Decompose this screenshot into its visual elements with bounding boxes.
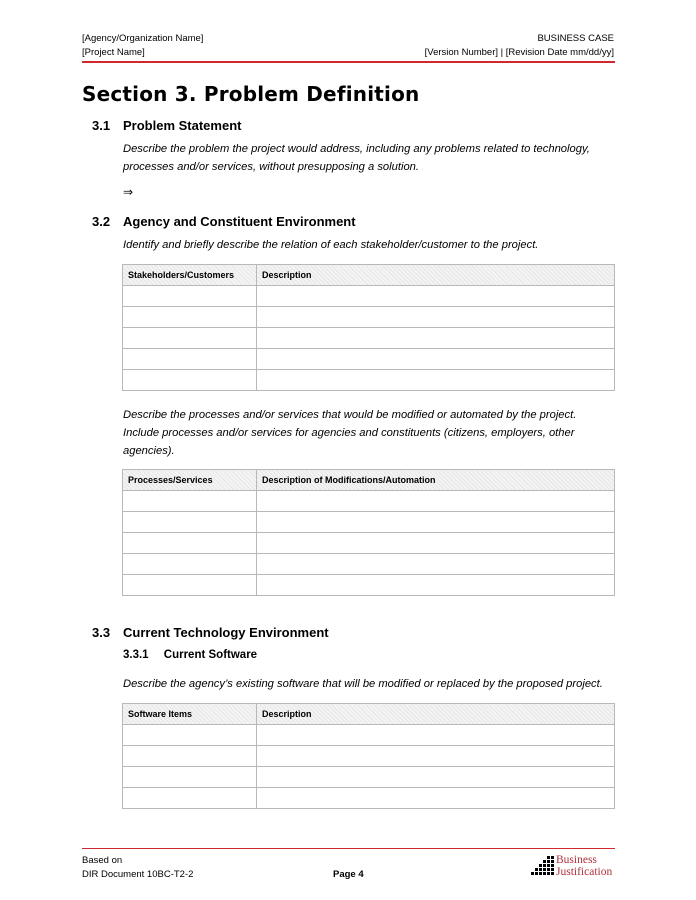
heading-number: 3.3 <box>92 625 111 640</box>
table-cell[interactable] <box>123 767 257 788</box>
column-header: Software Items <box>123 704 257 725</box>
page-title: Section 3. Problem Definition <box>82 82 420 106</box>
header-doc-type: BUSINESS CASE <box>537 33 614 44</box>
table-cell[interactable] <box>257 746 615 767</box>
table-row <box>123 575 615 596</box>
table-row <box>123 328 615 349</box>
heading-number: 3.2 <box>92 214 111 229</box>
table-cell[interactable] <box>257 286 615 307</box>
table-cell[interactable] <box>257 491 615 512</box>
header-org: [Agency/Organization Name] <box>82 33 204 44</box>
table-cell[interactable] <box>123 328 257 349</box>
processes-table <box>122 469 615 596</box>
footer-rule <box>82 848 615 849</box>
table-row <box>123 491 615 512</box>
table-row <box>123 725 615 746</box>
table-row <box>123 767 615 788</box>
heading-3-3-1 <box>123 649 257 661</box>
table-cell[interactable] <box>257 349 615 370</box>
table-header-row <box>123 265 615 286</box>
table-cell[interactable] <box>257 575 615 596</box>
table-cell[interactable] <box>123 349 257 370</box>
table-cell[interactable] <box>123 512 257 533</box>
table-cell[interactable] <box>257 533 615 554</box>
stakeholder-instructions: Identify and briefly describe the relation of each stakeholder/customer to the project. <box>123 239 539 251</box>
table-row <box>123 286 615 307</box>
table-cell[interactable] <box>123 788 257 809</box>
problem-statement-instructions: Describe the problem the project would address, including any problems related to technology, processes and/or services, without presupposing a solution. <box>123 143 590 173</box>
heading-text: Current Software <box>163 649 258 661</box>
table-cell[interactable] <box>257 370 615 391</box>
business-justification-logo <box>529 854 619 880</box>
table-row <box>123 533 615 554</box>
heading-number: 3.1 <box>92 118 111 133</box>
header-project: [Project Name] <box>82 47 145 58</box>
table-header-row <box>123 704 615 725</box>
table-cell[interactable] <box>257 725 615 746</box>
header-version: [Version Number] | [Revision Date mm/dd/yy] <box>424 47 614 58</box>
column-header: Description <box>257 704 615 725</box>
table-cell[interactable] <box>123 575 257 596</box>
bar-blocks-icon <box>529 856 555 882</box>
table-cell[interactable] <box>123 370 257 391</box>
column-header: Description <box>257 265 615 286</box>
table-cell[interactable] <box>123 725 257 746</box>
table-cell[interactable] <box>123 286 257 307</box>
table-row <box>123 370 615 391</box>
heading-text: Problem Statement <box>123 118 242 133</box>
table-cell[interactable] <box>257 307 615 328</box>
software-instructions: Describe the agency’s existing software that will be modified or replaced by the proposed project. <box>123 678 603 690</box>
table-row <box>123 788 615 809</box>
table-cell[interactable] <box>123 533 257 554</box>
column-header: Stakeholders/Customers <box>123 265 257 286</box>
column-header: Processes/Services <box>123 470 257 491</box>
logo-line-2: Justification <box>556 866 613 878</box>
heading-text: Agency and Constituent Environment <box>123 214 356 229</box>
table-cell[interactable] <box>257 512 615 533</box>
header-rule <box>82 61 615 63</box>
table-row <box>123 349 615 370</box>
table-cell[interactable] <box>257 328 615 349</box>
table-cell[interactable] <box>257 767 615 788</box>
table-header-row <box>123 470 615 491</box>
table-row <box>123 554 615 575</box>
stakeholders-table <box>122 264 615 391</box>
heading-number: 3.3.1 <box>123 649 149 661</box>
table-cell[interactable] <box>257 554 615 575</box>
table-cell[interactable] <box>123 554 257 575</box>
page-number: Page 4 <box>333 869 364 880</box>
footer-based-on: Based on <box>82 855 123 866</box>
table-row <box>123 307 615 328</box>
table-cell[interactable] <box>123 746 257 767</box>
table-cell[interactable] <box>123 307 257 328</box>
table-cell[interactable] <box>123 491 257 512</box>
heading-text: Current Technology Environment <box>123 625 329 640</box>
software-table <box>122 703 615 809</box>
logo-text <box>556 854 612 878</box>
column-header: Description of Modifications/Automation <box>257 470 615 491</box>
table-row <box>123 746 615 767</box>
processes-instructions: Describe the processes and/or services that would be modified or automated by the project. Include processes and/or services for agencies and constituents (citizens, employers, other agencies). <box>123 409 577 457</box>
table-row <box>123 512 615 533</box>
footer-doc-id: DIR Document 10BC-T2-2 <box>82 869 194 880</box>
arrow-icon[interactable]: ⇒ <box>123 185 134 199</box>
logo-line-1: Business <box>556 854 597 866</box>
table-cell[interactable] <box>257 788 615 809</box>
